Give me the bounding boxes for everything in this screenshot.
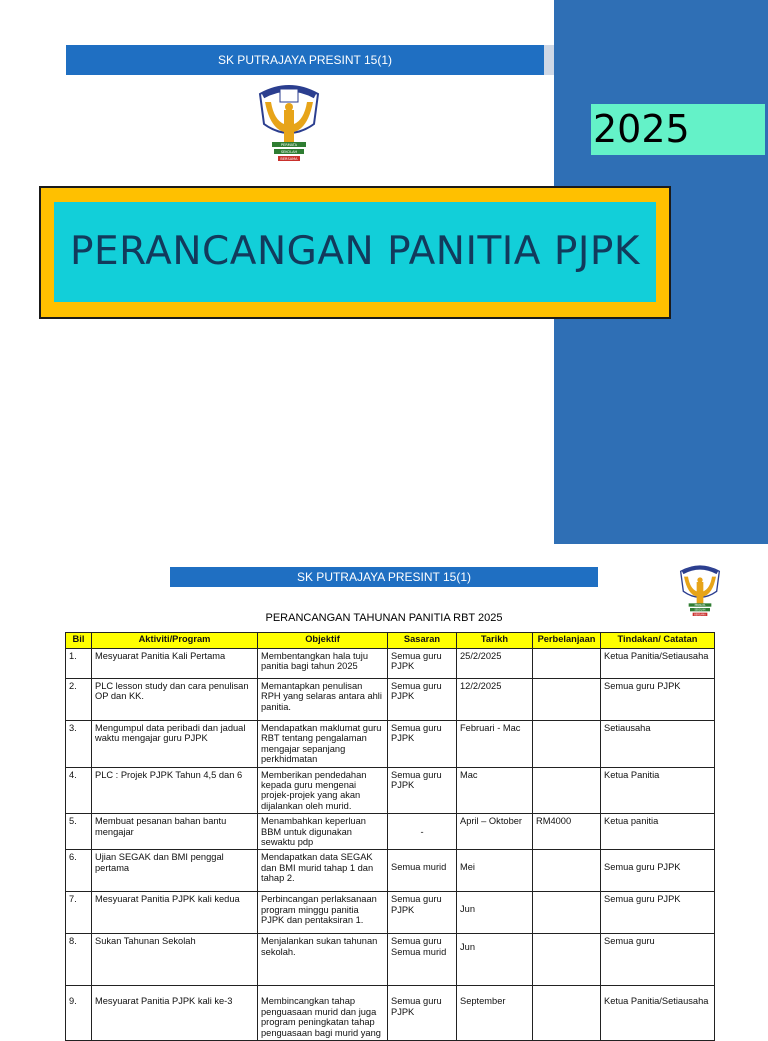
cell-sasaran: Semua guru Semua murid <box>388 934 457 986</box>
school-name-banner: SK PUTRAJAYA PRESINT 15(1) <box>66 45 544 75</box>
col-header-perbelanjaan: Perbelanjaan <box>533 633 601 649</box>
table-row <box>66 679 715 721</box>
cell-tarikh: Februari - Mac <box>457 721 533 768</box>
col-header-objektif: Objektif <box>258 633 388 649</box>
cell-perbelanjaan <box>533 721 601 768</box>
school-logo-small-icon <box>674 562 726 618</box>
cell-tindakan: Semua guru PJPK <box>601 850 715 892</box>
year-label: 2025 <box>591 104 765 155</box>
cell-objektif: Menambahkan keperluan BBM untuk digunakan sewaktu pdp <box>258 814 388 850</box>
svg-text:BERSAMA: BERSAMA <box>694 613 706 617</box>
cell-perbelanjaan <box>533 850 601 892</box>
cell-objektif: Memantapkan penulisan RPH yang selaras antara ahli panitia. <box>258 679 388 721</box>
table-row <box>66 767 715 814</box>
banner-edge <box>544 45 554 75</box>
cell-aktiviti: PLC : Projek PJPK Tahun 4,5 dan 6 <box>92 767 258 814</box>
cell-bil: 4. <box>66 767 92 814</box>
cell-objektif: Mendapatkan data SEGAK dan BMI murid tahap 1 dan tahap 2. <box>258 850 388 892</box>
col-header-aktiviti: Aktiviti/Program <box>92 633 258 649</box>
document-title: PERANCANGAN PANITIA PJPK <box>70 229 640 274</box>
cell-sasaran: Semua guru PJPK <box>388 892 457 934</box>
cell-objektif: Membentangkan hala tuju panitia bagi tahun 2025 <box>258 649 388 679</box>
cell-sasaran: Semua guru PJPK <box>388 986 457 1041</box>
cell-sasaran: Semua guru PJPK <box>388 767 457 814</box>
cell-tindakan: Ketua Panitia <box>601 767 715 814</box>
col-header-bil: Bil <box>66 633 92 649</box>
cell-tindakan: Semua guru PJPK <box>601 892 715 934</box>
cell-tarikh: Jun <box>457 934 533 986</box>
plan-table <box>65 632 715 1041</box>
cell-aktiviti: Mesyuarat Panitia PJPK kali kedua <box>92 892 258 934</box>
cell-perbelanjaan <box>533 649 601 679</box>
cell-sasaran: - <box>388 814 457 850</box>
cell-tindakan: Ketua Panitia/Setiausaha <box>601 649 715 679</box>
col-header-tindakan: Tindakan/ Catatan <box>601 633 715 649</box>
cell-tindakan: Semua guru <box>601 934 715 986</box>
col-header-sasaran: Sasaran <box>388 633 457 649</box>
cell-bil: 3. <box>66 721 92 768</box>
cell-objektif: Perbincangan perlaksanaan program minggu panitia PJPK dan pentaksiran 1. <box>258 892 388 934</box>
col-header-tarikh: Tarikh <box>457 633 533 649</box>
cell-tarikh: Mac <box>457 767 533 814</box>
cell-tarikh: September <box>457 986 533 1041</box>
table-row <box>66 934 715 986</box>
cell-tindakan: Ketua panitia <box>601 814 715 850</box>
cell-perbelanjaan <box>533 767 601 814</box>
cell-bil: 5. <box>66 814 92 850</box>
svg-text:SEKOLAH: SEKOLAH <box>280 150 298 154</box>
table-header-row <box>66 633 715 649</box>
cell-bil: 7. <box>66 892 92 934</box>
cell-tarikh: Jun <box>457 892 533 934</box>
cell-bil: 2. <box>66 679 92 721</box>
cell-aktiviti: Mengumpul data peribadi dan jadual waktu mengajar guru PJPK <box>92 721 258 768</box>
cell-perbelanjaan: RM4000 <box>533 814 601 850</box>
table-row <box>66 721 715 768</box>
cell-objektif: Memberikan pendedahan kepada guru mengenai projek-projek yang akan dijalankan oleh murid. <box>258 767 388 814</box>
cell-perbelanjaan <box>533 892 601 934</box>
table-title: PERANCANGAN TAHUNAN PANITIA RBT 2025 <box>265 612 503 624</box>
cell-sasaran: Semua guru PJPK <box>388 649 457 679</box>
cell-aktiviti: Membuat pesanan bahan bantu mengajar <box>92 814 258 850</box>
cell-sasaran: Semua guru PJPK <box>388 679 457 721</box>
table-row <box>66 649 715 679</box>
cell-sasaran: Semua murid <box>388 850 457 892</box>
cell-tindakan: Ketua Panitia/Setiausaha <box>601 986 715 1041</box>
cell-aktiviti: Mesyuarat Panitia PJPK kali ke-3 <box>92 986 258 1041</box>
svg-text:PERMATA: PERMATA <box>280 143 298 147</box>
cell-objektif: Mendapatkan maklumat guru RBT tentang pengalaman mengajar sepanjang perkhidmatan <box>258 721 388 768</box>
cell-tarikh: 25/2/2025 <box>457 649 533 679</box>
table-row <box>66 986 715 1041</box>
table-row <box>66 850 715 892</box>
cell-aktiviti: PLC lesson study dan cara penulisan OP dan KK. <box>92 679 258 721</box>
cell-aktiviti: Ujian SEGAK dan BMI penggal pertama <box>92 850 258 892</box>
cell-objektif: Menjalankan sukan tahunan sekolah. <box>258 934 388 986</box>
title-box <box>54 202 656 302</box>
cell-tindakan: Semua guru PJPK <box>601 679 715 721</box>
cell-perbelanjaan <box>533 986 601 1041</box>
cell-sasaran: Semua guru PJPK <box>388 721 457 768</box>
cell-perbelanjaan <box>533 679 601 721</box>
cell-perbelanjaan <box>533 934 601 986</box>
svg-text:SEKOLAH: SEKOLAH <box>694 608 706 612</box>
school-name-banner-2: SK PUTRAJAYA PRESINT 15(1) <box>170 567 598 587</box>
cell-tarikh: Mei <box>457 850 533 892</box>
cell-tindakan: Setiausaha <box>601 721 715 768</box>
logo-motto <box>280 143 298 161</box>
svg-text:BERSAMA: BERSAMA <box>280 157 298 161</box>
school-logo-icon <box>254 80 324 164</box>
cell-bil: 1. <box>66 649 92 679</box>
cell-tarikh: 12/2/2025 <box>457 679 533 721</box>
cell-objektif: Membincangkan tahap penguasaan murid dan juga program peningkatan tahap penguasaan bagi murid yang <box>258 986 388 1041</box>
cell-bil: 8. <box>66 934 92 986</box>
table-row <box>66 892 715 934</box>
table-row <box>66 814 715 850</box>
cell-aktiviti: Mesyuarat Panitia Kali Pertama <box>92 649 258 679</box>
cell-aktiviti: Sukan Tahunan Sekolah <box>92 934 258 986</box>
cell-bil: 6. <box>66 850 92 892</box>
cell-tarikh: April – Oktober <box>457 814 533 850</box>
cell-bil: 9. <box>66 986 92 1041</box>
svg-text:PERMATA: PERMATA <box>694 604 706 607</box>
